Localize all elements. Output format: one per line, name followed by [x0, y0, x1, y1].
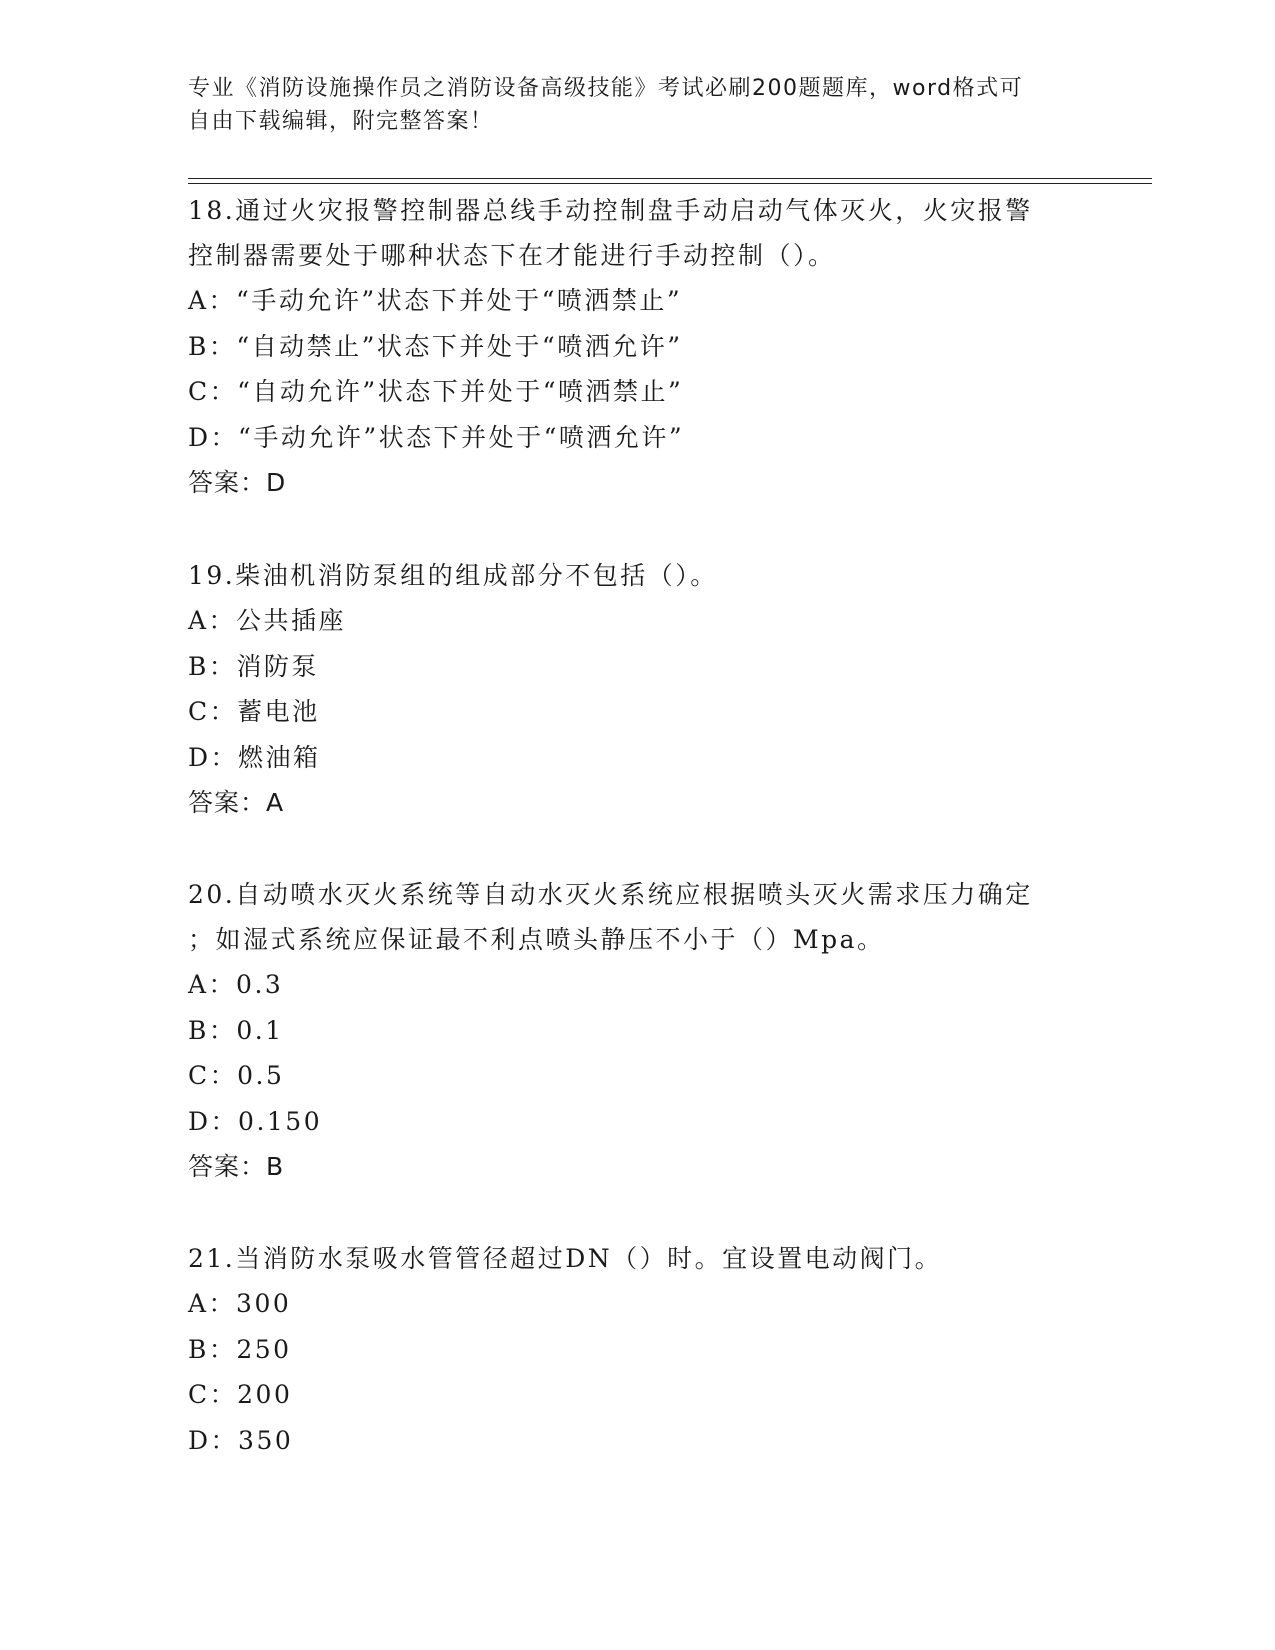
answer: 答案：D	[188, 468, 287, 497]
option-c: C：200	[188, 1380, 293, 1409]
question-text-line: 18.通过火灾报警控制器总线手动控制盘手动启动气体灭火，火灾报警	[188, 196, 1033, 225]
option-b: B：消防泵	[188, 651, 319, 681]
question-text-line: 21.当消防水泵吸水管管径超过DN（）时。宜设置电动阀门。	[188, 1244, 943, 1273]
option-a: A：公共插座	[188, 606, 347, 635]
option-b: B：250	[188, 1334, 292, 1364]
option-a: A：300	[188, 1289, 292, 1318]
question-text-line: 20.自动喷水灭火系统等自动水灭火系统应根据喷头灭火需求压力确定	[188, 880, 1033, 909]
option-d: D：“手动允许”状态下并处于“喷洒允许”	[188, 422, 685, 452]
question-text-line: 19.柴油机消防泵组的组成部分不包括（）。	[188, 561, 718, 590]
header-line-2: 自由下载编辑，附完整答案！	[188, 109, 494, 134]
option-a: A：0.3	[188, 970, 284, 999]
question-18	[188, 188, 1088, 506]
option-d: D：350	[188, 1425, 294, 1455]
divider-bottom	[188, 183, 1152, 184]
document-header	[188, 72, 1088, 138]
option-c: C：0.5	[188, 1061, 285, 1090]
option-c: C：“自动允许”状态下并处于“喷洒禁止”	[188, 377, 684, 406]
question-text-line: ；如湿式系统应保证最不利点喷头静压不小于（）Mpa。	[188, 925, 885, 954]
answer: 答案：B	[188, 1152, 285, 1181]
answer: 答案：A	[188, 788, 285, 817]
header-line-1: 专业《消防设施操作员之消防设备高级技能》考试必刷200题题库，word格式可	[188, 76, 1024, 101]
question-20	[188, 872, 1088, 1190]
question-21	[188, 1236, 1088, 1463]
option-b: B：0.1	[188, 1015, 284, 1045]
option-b: B：“自动禁止”状态下并处于“喷洒允许”	[188, 331, 683, 361]
option-d: D：0.150	[188, 1106, 323, 1136]
option-a: A：“手动允许”状态下并处于“喷洒禁止”	[188, 286, 683, 315]
option-c: C：蓄电池	[188, 697, 320, 726]
question-text-line: 控制器需要处于哪种状态下在才能进行手动控制（）。	[188, 241, 836, 270]
question-19	[188, 553, 1088, 826]
divider-top	[188, 178, 1152, 179]
option-d: D：燃油箱	[188, 742, 321, 772]
